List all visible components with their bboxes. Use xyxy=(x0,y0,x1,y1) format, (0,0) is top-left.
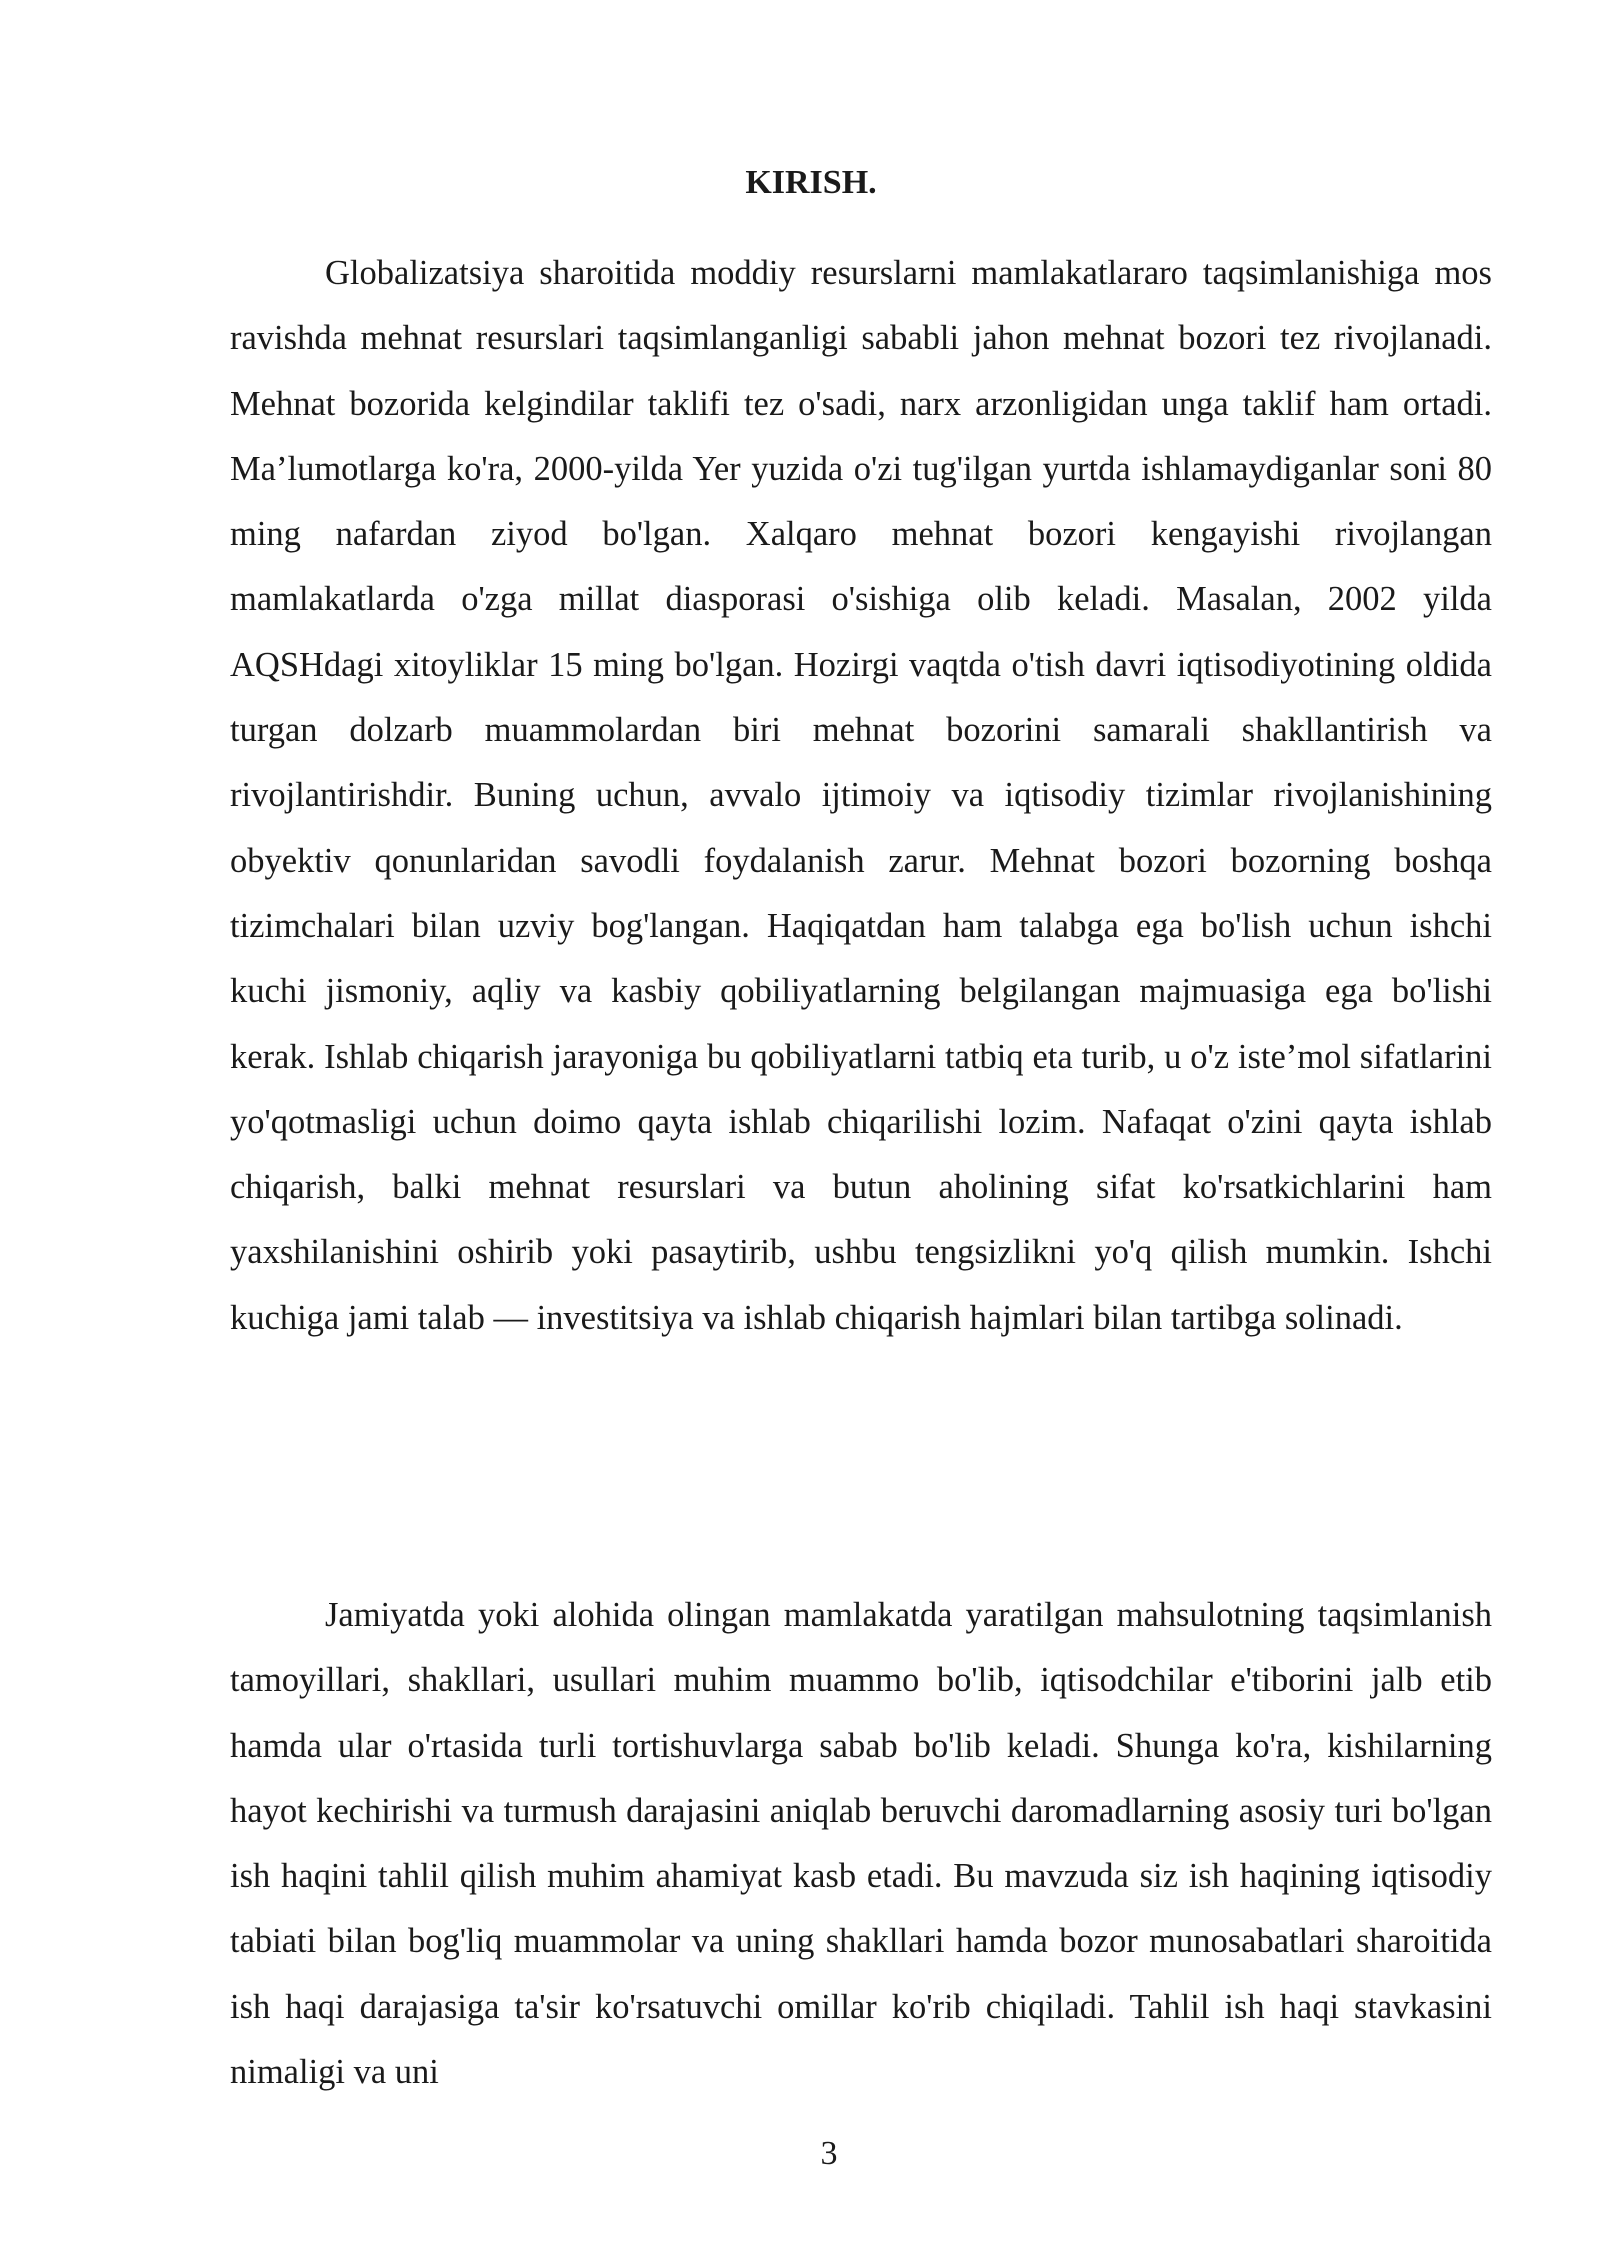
paragraph-2: Jamiyatda yoki alohida olingan mamlakatda yaratilgan mahsulotning taqsimlanish tamoyillari, shakllari, usullari muhim muammo bo'lib, iqtisodchilar e'tiborini jalb etib hamda ular o'rtasida turli tortishuvlarga sabab bo'lib keladi. Shunga ko'ra, kishilarning hayot kechirishi va turmush darajasini aniqlab beruvchi daromadlarning asosiy turi bo'lgan ish haqini tahlil qilish muhim ahamiyat kasb etadi. Bu mavzuda siz ish haqining iqtisodiy tabiati bilan bog'liq muammolar va uning shakllari hamda bozor munosabatlari sharoitida ish haqi darajasiga ta'sir ko'rsatuvchi omillar ko'rib chiqiladi. Tahlil ish haqi stavkasini nimaligi va uni xyxy=(230,1596,1492,2092)
page-number: 3 xyxy=(820,2135,838,2172)
section-heading: KIRISH. xyxy=(745,164,877,201)
paragraph-1: Globalizatsiya sharoitida moddiy resurslarni mamlakatlararo taqsimlanishiga mos ravishda mehnat resurslari taqsimlanganligi sababli jahon mehnat bozori tez rivojlanadi. Mehnat bozorida kelgindilar taklifi tez o'sadi, narx arzonligidan unga taklif ham ortadi. Ma’lumotlarga ko'ra, 2000-yilda Yer yuzida o'zi tug'ilgan yurtda ishlamaydiganlar soni 80 ming nafardan ziyod bo'lgan. Xalqaro mehnat bozori kengayishi rivojlangan mamlakatlarda o'zga millat diasporasi o'sishiga olib keladi. Masalan, 2002 yilda AQSHdagi xitoyliklar 15 ming bo'lgan. Hozirgi vaqtda o'tish davri iqtisodiyotining oldida turgan dolzarb muammolardan biri mehnat bozorini samarali shakllantirish va rivojlantirishdir. Buning uchun, avvalo ijtimoiy va iqtisodiy tizimlar rivojlanishining obyektiv qonunlaridan savodli foydalanish zarur. Mehnat bozori bozorning boshqa tizimchalari bilan uzviy bog'langan. Haqiqatdan ham talabga ega bo'lish uchun ishchi kuchi jismoniy, aqliy va kasbiy qobiliyatlarning belgilangan majmuasiga ega bo'lishi kerak. Ishlab chiqarish jarayoniga bu qobiliyatlarni tatbiq eta turib, u o'z iste’mol sifatlarini yo'qotmasligi uchun doimo qayta ishlab chiqarilishi lozim. Nafaqat o'zini qayta ishlab chiqarish, balki mehnat resurslari va butun aholining sifat ko'rsatkichlarini ham yaxshilanishini oshirib yoki pasaytirib, ushbu tengsizlikni yo'q qilish mumkin. Ishchi kuchiga jami talab — investitsiya va ishlab chiqarish hajmlari bilan tartibga solinadi. xyxy=(230,254,1492,1337)
